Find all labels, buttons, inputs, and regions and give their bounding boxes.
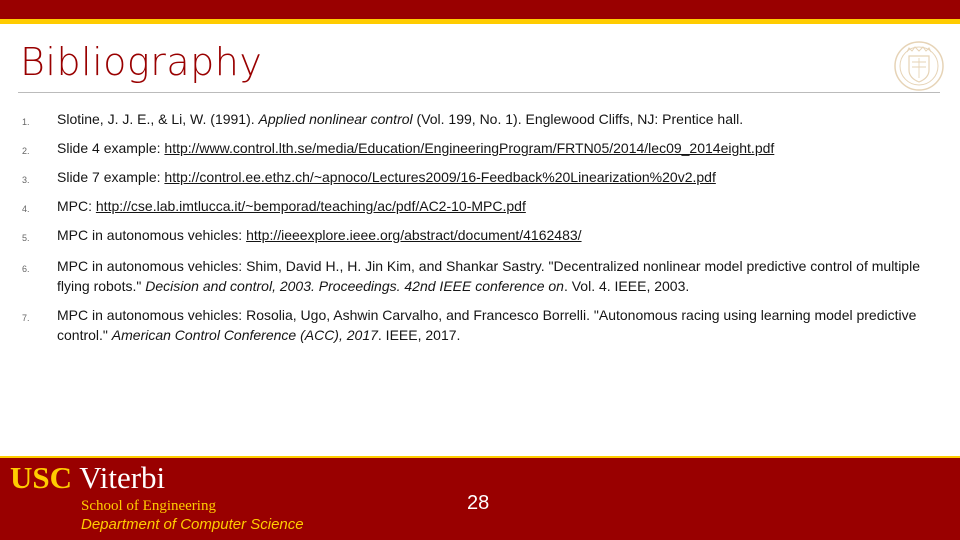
footer-bar (0, 456, 960, 540)
reference-text: MPC: (57, 198, 96, 214)
reference-text: (Vol. 199, No. 1). Englewood Cliffs, NJ: Prentice hall. (412, 111, 744, 127)
page-number: 28 (467, 492, 490, 514)
reference-text: MPC in autonomous vehicles: Shim, David H., H. Jin Kim, and Shankar Sastry. "Decentralized nonlinear model predictive control of multiple flying robots." (57, 258, 920, 294)
reference-number: 3. (22, 175, 30, 185)
reference-link[interactable]: http://control.ee.ethz.ch/~apnoco/Lectures2009/16-Feedback%20Linearization%20v2.pdf (164, 169, 716, 185)
page-title: Bibliography (20, 40, 263, 84)
reference-title: Decision and control, 2003. Proceedings. 42nd IEEE conference on (145, 278, 564, 294)
school-name: School of Engineering (81, 498, 216, 514)
reference-number: 5. (22, 233, 30, 243)
reference-text: . IEEE, 2017. (377, 327, 461, 343)
reference-number: 2. (22, 146, 30, 156)
reference-number: 6. (22, 264, 30, 274)
reference-item (22, 167, 942, 187)
reference-text: Slide 4 example: (57, 140, 165, 156)
top-banner (0, 0, 960, 24)
reference-number: 7. (22, 313, 30, 323)
reference-link[interactable]: http://www.control.lth.se/media/Education/EngineeringProgram/FRTN05/2014/lec09_2014eight.pdf (164, 140, 775, 156)
footer-gold-stripe (0, 456, 960, 458)
reference-text: Slotine, J. J. E., & Li, W. (1991). (57, 111, 259, 127)
title-divider (18, 92, 940, 93)
reference-item (22, 305, 942, 345)
reference-text: . Vol. 4. IEEE, 2003. (563, 278, 690, 294)
reference-item (22, 256, 942, 296)
reference-item (22, 138, 942, 158)
reference-link[interactable]: http://ieeexplore.ieee.org/abstract/document/4162483/ (246, 227, 582, 243)
reference-text: MPC in autonomous vehicles: Rosolia, Ugo, Ashwin Carvalho, and Francesco Borrelli. "Autonomous racing using learning model predictive control." (57, 307, 917, 343)
top-gold-stripe (0, 19, 960, 24)
reference-number: 4. (22, 204, 30, 214)
reference-text: Slide 7 example: (57, 169, 165, 185)
reference-item (22, 109, 942, 129)
reference-item (22, 196, 942, 216)
usc-viterbi-logo: USC Viterbi (10, 460, 166, 495)
reference-title: American Control Conference (ACC), 2017 (111, 327, 378, 343)
reference-title: Applied nonlinear control (258, 111, 413, 127)
usc-seal-icon (893, 40, 945, 92)
reference-text: MPC in autonomous vehicles: (57, 227, 247, 243)
reference-number: 1. (22, 117, 30, 127)
department-name: Department of Computer Science (81, 516, 304, 533)
reference-link[interactable]: http://cse.lab.imtlucca.it/~bemporad/teaching/ac/pdf/AC2-10-MPC.pdf (95, 198, 526, 214)
reference-item (22, 225, 942, 245)
